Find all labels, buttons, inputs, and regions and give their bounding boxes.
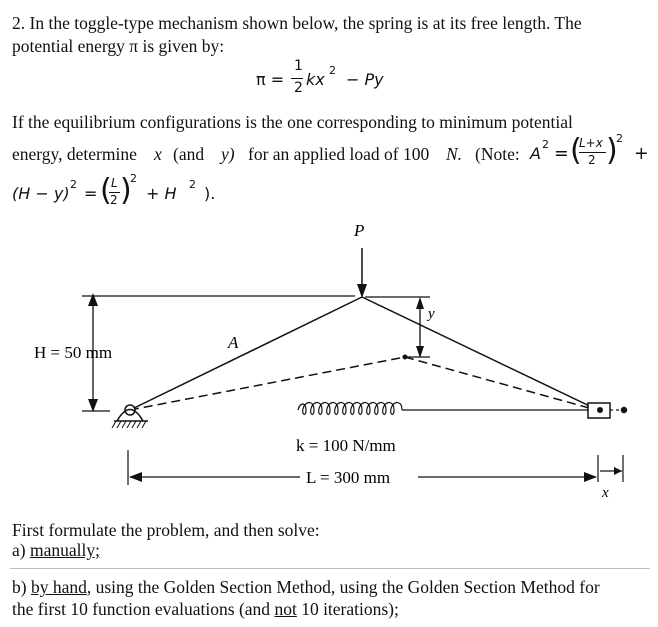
y-arrow-top <box>416 297 424 309</box>
line4-text-a: energy, determine <box>12 144 137 164</box>
slider-end-point <box>621 407 627 413</box>
y-label: y <box>428 306 435 322</box>
task-b-not: not <box>274 599 297 619</box>
line5-text-c: ). <box>204 184 216 203</box>
equation-rhs-sup: 2 <box>329 64 336 77</box>
spring-label: k = 100 N/mm <box>296 436 396 455</box>
line5-sq: 2 <box>70 178 77 191</box>
right-bar-solid <box>362 297 600 411</box>
line5-frac-num: L <box>111 176 118 190</box>
length-arrow-left <box>129 472 142 482</box>
problem-line-2: potential energy π is given by: <box>12 36 225 56</box>
line4-paren-open: ( <box>570 133 582 168</box>
line4-text-d: (Note: <box>475 144 520 164</box>
line4-frac-den: 2 <box>588 153 596 167</box>
left-bar-solid <box>130 297 362 410</box>
height-arrow-bottom <box>88 399 98 412</box>
ground-hatching <box>112 421 146 428</box>
task-b-line-2 <box>12 599 399 620</box>
line4-frac-num: L+x <box>579 136 603 150</box>
height-label: H = 50 mm <box>34 343 113 362</box>
line4-paren-close: ) <box>606 133 618 168</box>
tasks-intro: First formulate the problem, and then solve: <box>12 520 320 540</box>
task-b-prefix: b) <box>12 577 27 597</box>
equation-frac-den: 2 <box>294 80 303 96</box>
spring-coil <box>298 403 402 415</box>
length-arrow-right <box>584 472 597 482</box>
line4-plus: + <box>634 144 649 164</box>
task-separator <box>10 568 650 569</box>
task-b-line-1 <box>12 577 600 598</box>
line4-pow: 2 <box>616 132 623 145</box>
load-arrow-head <box>357 284 367 298</box>
task-b-text: , using the Golden Section Method, using the Golden Section Method for <box>86 577 600 597</box>
line4-A: A <box>530 144 541 163</box>
line5-eq: = <box>84 184 98 203</box>
task-a-text: manually; <box>29 540 100 560</box>
line4-text-b: (and <box>173 144 205 164</box>
equation-rhs-k: kx <box>306 70 325 89</box>
line5-text-a: (H − y) <box>12 184 70 203</box>
equation-rhs-tail: − Py <box>346 70 384 89</box>
task-a-prefix: a) <box>12 540 26 560</box>
line5-paren-close: ) <box>120 173 132 208</box>
line5-pow: 2 <box>130 172 137 185</box>
equation-frac-num: 1 <box>294 58 303 74</box>
length-label: L = 300 mm <box>306 468 391 487</box>
line4-y: y) <box>221 144 235 164</box>
problem-line-1: 2. In the toggle-type mechanism shown below, the spring is at its free length. The <box>12 13 582 33</box>
task-b-line2-b: 10 iterations); <box>301 599 399 619</box>
problem-line-3: If the equilibrium configurations is the one corresponding to minimum potential <box>12 112 573 132</box>
member-label-a: A <box>228 333 239 352</box>
line5-sq2: 2 <box>189 178 196 191</box>
load-label: P <box>354 221 365 240</box>
slider-pin <box>597 407 603 413</box>
task-b-line2-a: the first 10 function evaluations (and <box>12 599 271 619</box>
line5-text-b: + H <box>146 184 177 203</box>
line4-text-c: for an applied load of 100 <box>248 144 430 164</box>
line4-A-sq: 2 <box>542 138 549 151</box>
line5-frac-den: 2 <box>110 193 118 207</box>
task-a <box>12 540 100 561</box>
task-b-by-hand: by hand <box>30 577 87 597</box>
height-arrow-top <box>88 293 98 306</box>
line5-paren-open: ( <box>100 173 112 208</box>
x-arrow-right <box>614 467 622 475</box>
line4-N: N. <box>446 144 463 164</box>
line4-x: x <box>154 144 162 164</box>
line4-eq: = <box>554 144 569 164</box>
y-arrow-bottom <box>416 346 424 358</box>
x-label: x <box>602 485 609 501</box>
equation-lhs: π = <box>256 70 285 89</box>
